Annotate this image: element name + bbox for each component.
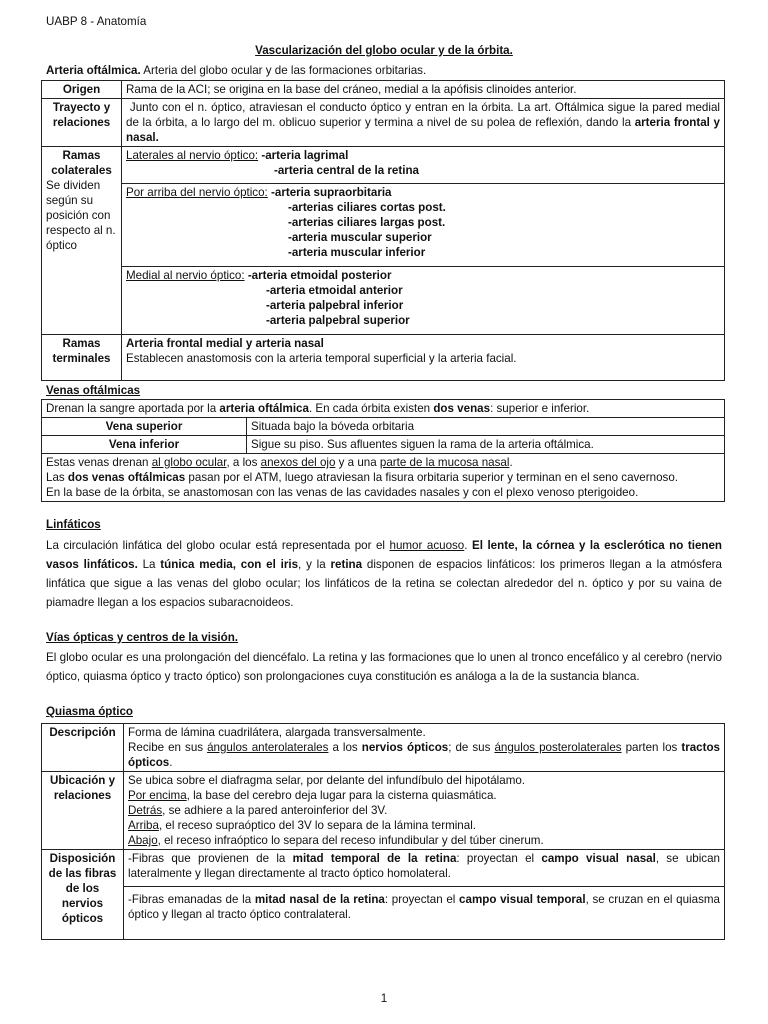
desc-2b: ángulos anterolaterales: [207, 741, 329, 754]
desc-line-1: Forma de lámina cuadrilátera, alargada transversalmente.: [128, 726, 426, 739]
page-number: 1: [380, 992, 388, 1005]
laterales-group: [122, 147, 724, 183]
medial-label: Medial al nervio óptico:: [126, 269, 245, 282]
ubic-3a: Detrás: [128, 804, 163, 817]
linfaticos-heading: Linfáticos: [46, 518, 101, 531]
colaterales-label: Ramas colaterales: [51, 149, 112, 177]
ubic-3b: , se adhiere a la pared anteroinferior del 3V.: [162, 804, 388, 817]
venas-atm-b: dos venas oftálmicas: [67, 471, 186, 484]
trayecto-text: Junto con el n. óptico, atraviesan el conducto óptico y entran en la órbita. La art. Oftálmica sigue la pared medial de la órbita, a lo largo del m. oblicuo superior y termina a nivel de su polea de reflexión, dando la: [126, 101, 720, 129]
table-row: [42, 147, 725, 335]
venas-heading: Venas oftálmicas: [46, 384, 141, 397]
venas-intro-a: Drenan la sangre aportada por la: [46, 402, 220, 415]
disp-2d: campo visual temporal: [459, 893, 586, 906]
venas-intro-c: . En cada órbita existen: [308, 402, 434, 415]
linfaticos-t2: humor acuoso: [389, 539, 465, 552]
terminales-text: Establecen anastomosis con la arteria temporal superficial y la arteria facial.: [126, 352, 517, 365]
desc-2g: parten los: [621, 741, 682, 754]
terminales-label: Ramas terminales: [42, 335, 122, 381]
medial-group: [122, 266, 724, 334]
linfaticos-t1: La circulación linfática del globo ocular está representada por el: [46, 539, 390, 552]
ubic-line-4: [128, 818, 720, 833]
vias-text: El globo ocular es una prolongación del diencéfalo. La retina y las formaciones que lo unen al tronco encefálico y al cerebro (nervio óptico, quiasma óptico y tracto óptico) son prolongaciones cuya constitución es análoga a la de la sustancia blanca.: [46, 651, 722, 683]
desc-line-2: [128, 740, 720, 770]
table-row: [42, 436, 725, 454]
venas-atm: [46, 470, 720, 485]
disp-cell: [124, 850, 725, 940]
disp-line-1: [124, 850, 724, 886]
linfaticos-t6: túnica media, con el iris: [160, 558, 299, 571]
venas-intro: [42, 400, 725, 418]
table-row: [42, 724, 725, 772]
desc-2f: ángulos posterolaterales: [494, 741, 622, 754]
table-row: [42, 81, 725, 99]
venas-drain: [46, 455, 720, 470]
arriba-item: -arterias ciliares largas post.: [288, 216, 446, 229]
vena-inferior-text: Sigue su piso. Sus afluentes siguen la rama de la arteria oftálmica.: [247, 436, 725, 454]
trayecto-label: Trayecto y relaciones: [42, 99, 122, 147]
table-row: [42, 772, 725, 850]
arteria-table: [41, 80, 725, 381]
disp-2a: -Fibras emanadas de la: [128, 893, 255, 906]
disp-1e: , se ubican lateralmente y llegan directamente al tracto óptico homolateral.: [128, 852, 720, 880]
quiasma-heading: Quiasma óptico: [46, 705, 133, 718]
trayecto-cell: [122, 99, 725, 147]
document-title: Vascularización del globo ocular y de la órbita.: [255, 44, 513, 57]
linfaticos-t4: El lente, la córnea y la esclerótica no tienen vasos linfáticos.: [46, 539, 722, 571]
desc-2i: .: [169, 756, 173, 769]
medial-item: -arteria palpebral superior: [266, 314, 410, 327]
terminales-bold: Arteria frontal medial y arteria nasal: [126, 337, 324, 350]
ubic-4a: Arriba: [128, 819, 159, 832]
venas-intro-b: arteria oftálmica: [219, 402, 309, 415]
disp-line-2: [124, 886, 724, 923]
venas-drain-c: , a los: [226, 456, 261, 469]
disp-2c: : proyectan el: [384, 893, 460, 906]
terminales-cell: [122, 335, 725, 381]
table-row: [42, 400, 725, 418]
linfaticos-t5: La: [137, 558, 161, 571]
origen-label: Origen: [42, 81, 122, 99]
linfaticos-t3: .: [464, 539, 472, 552]
arriba-item: -arteria muscular inferior: [288, 246, 426, 259]
disp-2b: mitad nasal de la retina: [254, 893, 385, 906]
ubic-line-2: [128, 788, 720, 803]
arteria-intro-text: Arteria del globo ocular y de las formaciones orbitarias.: [140, 64, 427, 77]
colaterales-label-cell: [42, 147, 122, 335]
desc-2a: Recibe en sus: [128, 741, 208, 754]
arteria-intro-bold: Arteria oftálmica.: [46, 64, 141, 77]
linfaticos-t8: retina: [330, 558, 363, 571]
table-row: [42, 850, 725, 940]
desc-2c: a los: [328, 741, 362, 754]
medial-item: -arteria palpebral inferior: [266, 299, 404, 312]
vena-superior-text: Situada bajo la bóveda orbitaria: [247, 418, 725, 436]
origen-text: Rama de la ACI; se origina en la base del cráneo, medial a la apófisis clinoides anterior.: [122, 81, 725, 99]
vena-inferior-label: Vena inferior: [42, 436, 247, 454]
venas-atm-c: pasan por el ATM, luego atraviesan la fisura orbitaria superior y terminan en el seno cavernoso.: [185, 471, 678, 484]
trayecto-bold: arteria frontal y nasal.: [126, 116, 720, 144]
medial-item: -arteria etmoidal anterior: [266, 284, 403, 297]
ubic-2a: Por encima: [128, 789, 187, 802]
ubic-5b: , el receso infraóptico lo separa del receso infundibular y del túber cinerum.: [157, 834, 544, 847]
disp-2e: , se cruzan en el quiasma óptico y llegan al tracto óptico contralateral.: [128, 893, 720, 921]
arteria-intro: [46, 63, 426, 78]
laterales-label: Laterales al nervio óptico:: [126, 149, 259, 162]
table-row: [42, 335, 725, 381]
arriba-item: -arterias ciliares cortas post.: [288, 201, 446, 214]
venas-drain-f: parte de la mucosa nasal: [379, 456, 510, 469]
venas-notes: [42, 454, 725, 502]
linfaticos-text: [46, 536, 722, 612]
ubic-line-5: [128, 833, 720, 848]
venas-intro-e: : superior e inferior.: [490, 402, 590, 415]
venas-atm-a: Las: [46, 471, 68, 484]
ubic-2b: , la base del cerebro deja lugar para la cisterna quiasmática.: [186, 789, 497, 802]
ubic-label: Ubicación y relaciones: [42, 772, 124, 850]
table-row: [42, 454, 725, 502]
disp-1b: mitad temporal de la retina: [292, 852, 457, 865]
linfaticos-t9: disponen de espacios linfáticos: los primeros llegan a la atmósfera linfática que sigue a las venas del globo ocular; los linfáticos de la retina se colectan alrededor del n. óptico y por su vaina de piamadre llegan a los espacios subaracnoideos.: [46, 558, 722, 609]
disp-label: Disposición de las fibras de los nervios ópticos: [42, 850, 124, 940]
ubic-line-1: Se ubica sobre el diafragma selar, por delante del infundíbulo del hipotálamo.: [128, 774, 526, 787]
arriba-group: [122, 183, 724, 266]
venas-drain-a: Estas venas drenan: [46, 456, 152, 469]
disp-1c: : proyectan el: [456, 852, 542, 865]
venas-table: [41, 399, 725, 502]
medial-item: -arteria etmoidal posterior: [247, 269, 392, 282]
desc-2e: ; de sus: [448, 741, 495, 754]
ubic-line-3: [128, 803, 720, 818]
desc-cell: [124, 724, 725, 772]
venas-intro-d: dos venas: [433, 402, 491, 415]
vena-superior-label: Vena superior: [42, 418, 247, 436]
vias-heading: Vías ópticas y centros de la visión.: [46, 631, 239, 644]
venas-drain-b: al globo ocular: [151, 456, 227, 469]
arriba-item: -arteria supraorbitaria: [271, 186, 392, 199]
table-row: [42, 99, 725, 147]
arriba-label: Por arriba del nervio óptico:: [126, 186, 268, 199]
venas-base: En la base de la órbita, se anastomosan con las venas de las cavidades nasales y con el plexo venoso pterigoideo.: [46, 486, 639, 499]
ubic-cell: [124, 772, 725, 850]
desc-2d: nervios ópticos: [361, 741, 449, 754]
venas-drain-g: .: [509, 456, 513, 469]
colaterales-cell: [122, 147, 725, 335]
venas-drain-d: anexos del ojo: [260, 456, 336, 469]
ubic-5a: Abajo: [128, 834, 158, 847]
desc-label: Descripción: [42, 724, 124, 772]
linfaticos-t7: , y la: [298, 558, 331, 571]
laterales-item: -arteria central de la retina: [274, 164, 419, 177]
desc-2h: tractos ópticos: [128, 741, 720, 769]
ubic-4b: , el receso supraóptico del 3V lo separa de la lámina terminal.: [158, 819, 477, 832]
quiasma-table: [41, 723, 725, 940]
colaterales-note: Se dividen según su posición con respecto al n. óptico: [46, 179, 116, 252]
document-header: UABP 8 - Anatomía: [46, 15, 147, 28]
disp-1a: -Fibras que provienen de la: [128, 852, 293, 865]
venas-drain-e: y a una: [335, 456, 380, 469]
arriba-item: -arteria muscular superior: [288, 231, 432, 244]
table-row: [42, 418, 725, 436]
laterales-item: -arteria lagrimal: [261, 149, 349, 162]
disp-1d: campo visual nasal: [541, 852, 656, 865]
